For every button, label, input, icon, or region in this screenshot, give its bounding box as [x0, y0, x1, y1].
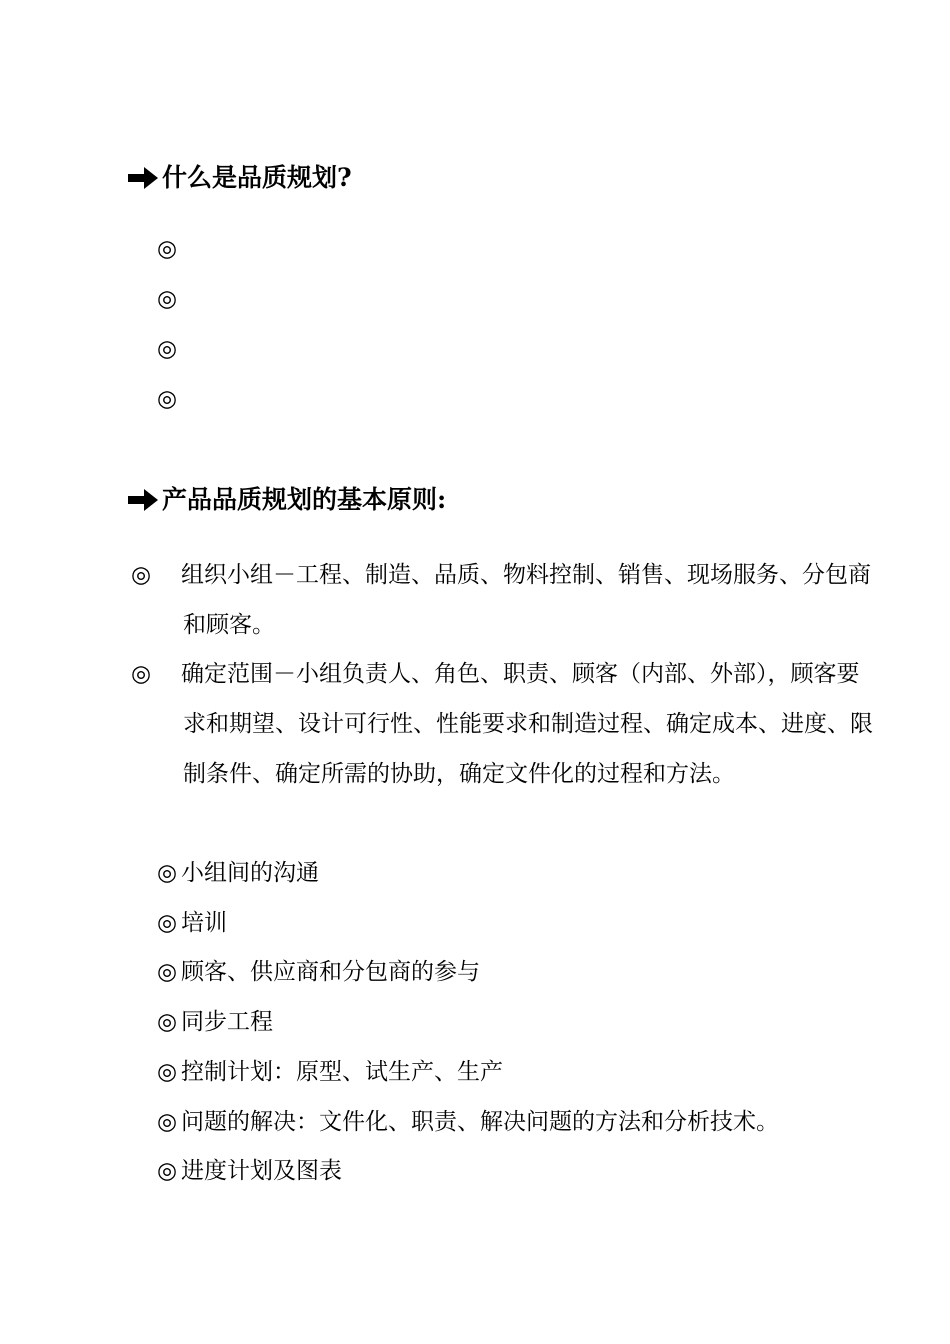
bullet-mark: ◎ — [157, 1158, 178, 1184]
bullet-mark: ◎ — [157, 1059, 178, 1085]
bullet-mark: ◎ — [157, 860, 178, 886]
empty-bullet: ◎ — [157, 336, 178, 362]
list-item — [157, 1047, 877, 1097]
list-item-text: 小组间的沟通 — [181, 860, 319, 886]
empty-bullet: ◎ — [157, 236, 178, 262]
list-item — [157, 997, 877, 1047]
list-item — [131, 649, 879, 799]
list-item — [157, 1146, 877, 1196]
list-item-text: 问题的解决：文件化、职责、解决问题的方法和分析技术。 — [181, 1109, 779, 1135]
list-item-text: 确定范围－小组负责人、角色、职责、顾客（内部、外部），顾客要求和期望、设计可行性、性能要求和制造过程、确定成本、进度、限制条件、确定所需的协助，确定文件化的过程和方法。 — [181, 661, 873, 787]
section-heading-text: 什么是品质规划? — [162, 163, 352, 192]
section-heading-quality-planning — [126, 158, 352, 198]
bullet-mark: ◎ — [157, 1109, 178, 1135]
list-item — [131, 550, 879, 650]
arrow-right-icon — [126, 164, 160, 192]
bullet-mark: ◎ — [157, 1009, 178, 1035]
section-heading-basic-principles — [126, 480, 446, 520]
list-item-text: 组织小组－工程、制造、品质、物料控制、销售、现场服务、分包商和顾客。 — [181, 562, 871, 638]
arrow-right-icon — [126, 486, 160, 514]
list-item-text: 顾客、供应商和分包商的参与 — [181, 959, 480, 985]
list-item-text: 培训 — [181, 910, 227, 936]
list-item — [157, 898, 877, 948]
section-heading-text: 产品品质规划的基本原则: — [162, 485, 447, 514]
bullet-mark: ◎ — [157, 910, 178, 936]
list-item — [157, 848, 877, 898]
bullet-mark: ◎ — [157, 959, 178, 985]
bullet-mark: ◎ — [131, 661, 152, 687]
list-item-text: 控制计划：原型、试生产、生产 — [181, 1059, 503, 1085]
list-item — [157, 1097, 877, 1147]
empty-bullet: ◎ — [157, 286, 178, 312]
bullet-mark: ◎ — [131, 562, 152, 588]
empty-bullet: ◎ — [157, 386, 178, 412]
list-item-text: 进度计划及图表 — [181, 1158, 342, 1184]
list-item-text: 同步工程 — [181, 1009, 273, 1035]
list-item — [157, 947, 877, 997]
